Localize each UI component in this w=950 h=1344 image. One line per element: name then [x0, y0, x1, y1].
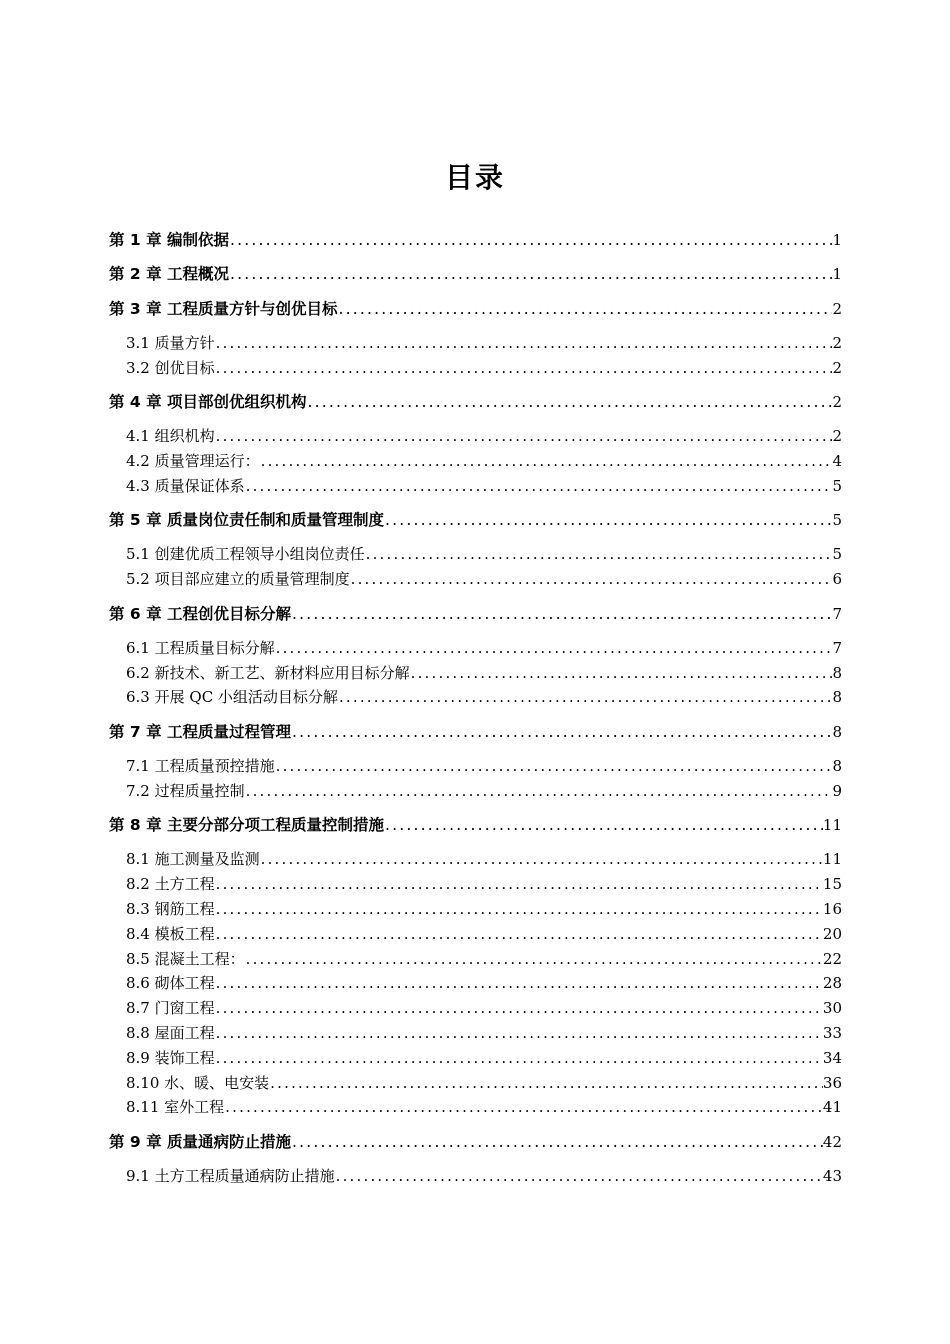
toc-entry-label: 8.1 施工测量及监测: [126, 850, 260, 869]
toc-page-number: 20: [822, 924, 842, 943]
toc-entry-label: 第 2 章 工程概况: [109, 265, 229, 284]
toc-page-number: 1: [832, 265, 842, 284]
toc-section-entry[interactable]: [109, 971, 842, 996]
toc-dot-leader: [215, 971, 823, 996]
toc-page-number: 15: [822, 875, 842, 894]
toc-dot-leader: [224, 1095, 823, 1120]
toc-dot-leader: [215, 897, 823, 922]
toc-dot-leader: [215, 1046, 823, 1071]
toc-entry-label: 4.2 质量管理运行：: [126, 452, 260, 471]
toc-entry-label: 第 5 章 质量岗位责任制和质量管理制度: [109, 511, 384, 530]
toc-dot-leader: [291, 602, 832, 627]
toc-page-number: 9: [832, 781, 842, 800]
toc-page-number: 8: [832, 688, 842, 707]
toc-entry-label: 5.1 创建优质工程领导小组岗位责任: [126, 545, 365, 564]
toc-section-entry[interactable]: [109, 474, 842, 499]
toc-page-number: 2: [832, 392, 842, 411]
toc-dot-leader: [215, 424, 833, 449]
toc-entry-label: 8.9 装饰工程: [126, 1048, 215, 1067]
toc-entry-label: 8.3 钢筋工程: [126, 900, 215, 919]
toc-entry-label: 8.8 屋面工程: [126, 1024, 215, 1043]
toc-dot-leader: [269, 1071, 823, 1096]
toc-section-entry[interactable]: [109, 897, 842, 922]
toc-dot-leader: [365, 542, 833, 567]
toc-title: 目录: [444, 161, 505, 194]
toc-dot-leader: [306, 390, 832, 415]
toc-entry-label: 8.5 混凝土工程：: [126, 949, 245, 968]
toc-entry-label: 8.6 砌体工程: [126, 974, 215, 993]
toc-page-number: 7: [832, 604, 842, 623]
toc-dot-leader: [384, 508, 832, 533]
toc-dot-leader: [215, 356, 833, 381]
toc-section-entry[interactable]: [109, 424, 842, 449]
toc-section-entry[interactable]: [109, 567, 842, 592]
toc-page-number: 43: [822, 1167, 842, 1185]
toc-chapter-entry[interactable]: [109, 813, 842, 838]
toc-page-number: 16: [822, 900, 842, 919]
toc-entry-label: 8.4 模板工程: [126, 924, 215, 943]
toc-page-number: 42: [822, 1132, 842, 1151]
toc-dot-leader: [229, 262, 832, 287]
toc-chapter-entry[interactable]: [109, 297, 842, 322]
toc-entry-label: 4.1 组织机构: [126, 427, 215, 446]
toc-dot-leader: [338, 685, 833, 710]
toc-page-number: 8: [832, 722, 842, 741]
toc-page-number: 2: [832, 333, 842, 352]
toc-page-number: 30: [822, 999, 842, 1018]
toc-page-number: 22: [822, 949, 842, 968]
toc-page-number: 6: [832, 570, 842, 589]
toc-entry-label: 3.1 质量方针: [126, 333, 215, 352]
toc-dot-leader: [215, 922, 823, 947]
toc-page-number: 2: [832, 358, 842, 377]
toc-entry-label: 6.3 开展 QC 小组活动目标分解: [126, 688, 338, 707]
toc-chapter-entry[interactable]: [109, 262, 842, 287]
toc-entry-label: 8.11 室外工程: [126, 1098, 225, 1117]
toc-page-number: 8: [832, 663, 842, 682]
toc-section-entry[interactable]: [109, 356, 842, 381]
toc-entry-label: 6.1 工程质量目标分解: [126, 638, 275, 657]
toc-entry-label: 第 7 章 工程质量过程管理: [109, 722, 291, 741]
toc-page-number: 5: [832, 511, 842, 530]
toc-section-entry[interactable]: [109, 661, 842, 686]
toc-entry-label: 8.7 门窗工程: [126, 999, 215, 1018]
toc-entry-label: 6.2 新技术、新工艺、新材料应用目标分解: [126, 663, 410, 682]
toc-chapter-entry[interactable]: [109, 720, 842, 745]
toc-dot-leader: [291, 720, 832, 745]
toc-page-number: 33: [822, 1024, 842, 1043]
toc-entry-label: 第 9 章 质量通病防止措施: [109, 1132, 291, 1151]
toc-entry-label: 9.1 土方工程质量通病防止措施: [126, 1167, 335, 1185]
toc-page-number: 11: [822, 816, 842, 835]
toc-entry-label: 7.2 过程质量控制: [126, 781, 245, 800]
toc-dot-leader: [410, 661, 833, 686]
toc-section-entry[interactable]: [109, 636, 842, 661]
toc-section-entry[interactable]: [109, 1095, 842, 1120]
toc-dot-leader: [229, 228, 832, 253]
toc-page-number: 36: [822, 1073, 842, 1092]
toc-dot-leader: [275, 636, 833, 661]
toc-chapter-entry[interactable]: [109, 228, 842, 253]
toc-entry-label: 第 1 章 编制依据: [109, 231, 229, 249]
toc-entry-label: 8.2 土方工程: [126, 875, 215, 894]
toc-page-number: 41: [822, 1098, 842, 1117]
toc-page-number: 4: [832, 452, 842, 471]
toc-chapter-entry[interactable]: [109, 1130, 842, 1155]
toc-section-entry[interactable]: [109, 996, 842, 1021]
toc-dot-leader: [350, 567, 833, 592]
toc-page-number: 2: [832, 427, 842, 446]
toc-section-entry[interactable]: [109, 1071, 842, 1096]
toc-dot-leader: [335, 1164, 823, 1189]
toc-entry-label: 5.2 项目部应建立的质量管理制度: [126, 570, 350, 589]
toc-dot-leader: [245, 779, 833, 804]
toc-section-entry[interactable]: [109, 779, 842, 804]
toc-page-number: 1: [832, 231, 842, 249]
toc-page-number: 5: [832, 476, 842, 495]
toc-section-entry[interactable]: [109, 922, 842, 947]
toc-dot-leader: [275, 754, 833, 779]
toc-dot-leader: [215, 872, 823, 897]
toc-page-number: 7: [832, 638, 842, 657]
toc-entry-label: 第 6 章 工程创优目标分解: [109, 604, 291, 623]
toc-entry-label: 8.10 水、暖、电安装: [126, 1073, 270, 1092]
toc-dot-leader: [384, 813, 823, 838]
toc-entry-label: 第 8 章 主要分部分项工程质量控制措施: [109, 816, 384, 835]
toc-page-number: 28: [822, 974, 842, 993]
toc-entry-label: 4.3 质量保证体系: [126, 476, 245, 495]
toc-section-entry[interactable]: [109, 331, 842, 356]
toc-dot-leader: [215, 331, 833, 356]
toc-section-entry[interactable]: [109, 947, 842, 972]
toc-section-entry[interactable]: [109, 542, 842, 567]
toc-section-entry[interactable]: [109, 1021, 842, 1046]
toc-dot-leader: [337, 297, 832, 322]
toc-chapter-entry[interactable]: [109, 508, 842, 533]
toc-dot-leader: [245, 474, 833, 499]
toc-section-entry[interactable]: [109, 685, 842, 710]
toc-dot-leader: [260, 449, 833, 474]
toc-dot-leader: [260, 847, 823, 872]
toc-section-entry[interactable]: [109, 872, 842, 897]
toc-page-number: 2: [832, 299, 842, 318]
toc-section-entry[interactable]: [109, 847, 842, 872]
toc-dot-leader: [215, 1021, 823, 1046]
toc-section-entry[interactable]: [109, 1164, 842, 1189]
toc-page-number: 5: [832, 545, 842, 564]
toc-chapter-entry[interactable]: [109, 390, 842, 415]
toc-dot-leader: [245, 947, 823, 972]
table-of-contents: [109, 228, 842, 1189]
toc-dot-leader: [291, 1130, 823, 1155]
toc-section-entry[interactable]: [109, 754, 842, 779]
toc-section-entry[interactable]: [109, 449, 842, 474]
toc-page-number: 34: [822, 1048, 842, 1067]
toc-entry-label: 第 3 章 工程质量方针与创优目标: [109, 299, 338, 318]
toc-entry-label: 第 4 章 项目部创优组织机构: [109, 392, 307, 411]
toc-section-entry[interactable]: [109, 1046, 842, 1071]
toc-page-number: 11: [822, 850, 842, 869]
toc-chapter-entry[interactable]: [109, 602, 842, 627]
toc-entry-label: 7.1 工程质量预控措施: [126, 757, 275, 776]
toc-dot-leader: [215, 996, 823, 1021]
toc-page-number: 8: [832, 757, 842, 776]
toc-entry-label: 3.2 创优目标: [126, 358, 215, 377]
